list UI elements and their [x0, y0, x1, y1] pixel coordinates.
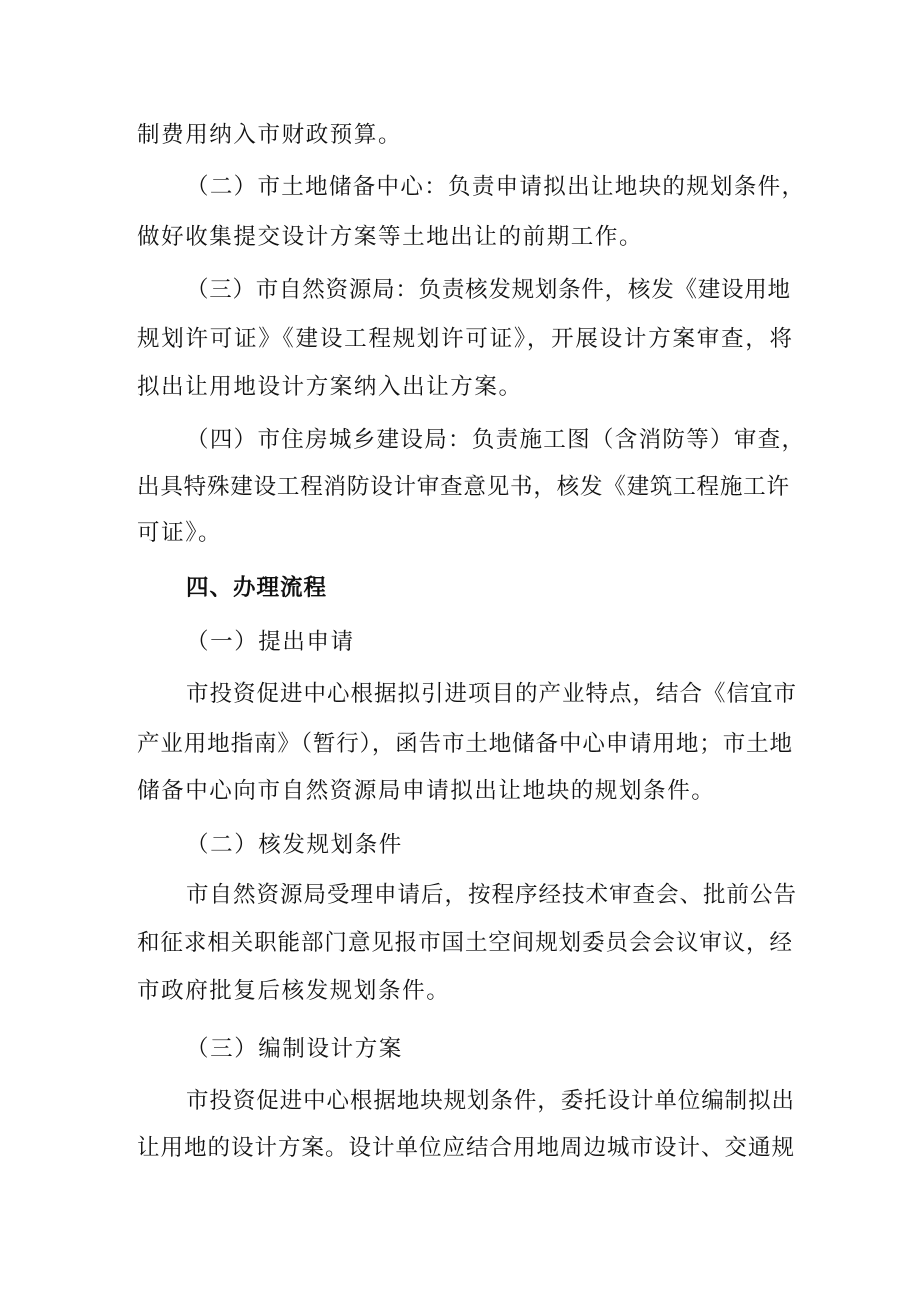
paragraph-line: 市投资促进中心根据地块规划条件，委托设计单位编制拟出: [186, 1088, 794, 1114]
paragraph-line: 储备中心向市自然资源局申请拟出让地块的规划条件。: [137, 778, 716, 804]
paragraph-line: 做好收集提交设计方案等土地出让的前期工作。: [137, 224, 644, 250]
paragraph-line: 拟出让用地设计方案纳入出让方案。: [137, 374, 523, 400]
paragraph-line: 制费用纳入市财政预算。: [137, 122, 403, 148]
paragraph-line: 让用地的设计方案。设计单位应结合用地周边城市设计、交通规: [137, 1135, 794, 1161]
paragraph-line: （三）市自然资源局：负责核发规划条件，核发《建设用地: [186, 277, 790, 303]
subsection-heading: （一）提出申请: [186, 629, 355, 655]
section-heading: 四、办理流程: [186, 575, 328, 601]
subsection-heading: （三）编制设计方案: [186, 1036, 403, 1062]
paragraph-line: 规划许可证》《建设工程规划许可证》，开展设计方案审查，将: [137, 326, 792, 352]
paragraph-line: （二）市土地储备中心：负责申请拟出让地块的规划条件，: [186, 174, 804, 200]
paragraph-line: 产业用地指南》（暂行），函告市土地储备中心申请用地；市土地: [137, 731, 792, 757]
paragraph-line: 市投资促进中心根据拟引进项目的产业特点，结合《信宜市: [186, 681, 796, 707]
paragraph-line: 和征求相关职能部门意见报市国土空间规划委员会会议审议，经: [137, 930, 792, 956]
subsection-heading: （二）核发规划条件: [186, 832, 403, 858]
paragraph-line: 市自然资源局受理申请后，按程序经技术审查会、批前公告: [186, 882, 796, 908]
paragraph-line: 市政府批复后核发规划条件。: [137, 978, 451, 1004]
paragraph-line: 可证》。: [137, 520, 223, 546]
paragraph-line: （四）市住房城乡建设局：负责施工图（含消防等）审查，: [186, 427, 804, 453]
paragraph-line: 出具特殊建设工程消防设计审查意见书，核发《建筑工程施工许: [137, 474, 789, 500]
